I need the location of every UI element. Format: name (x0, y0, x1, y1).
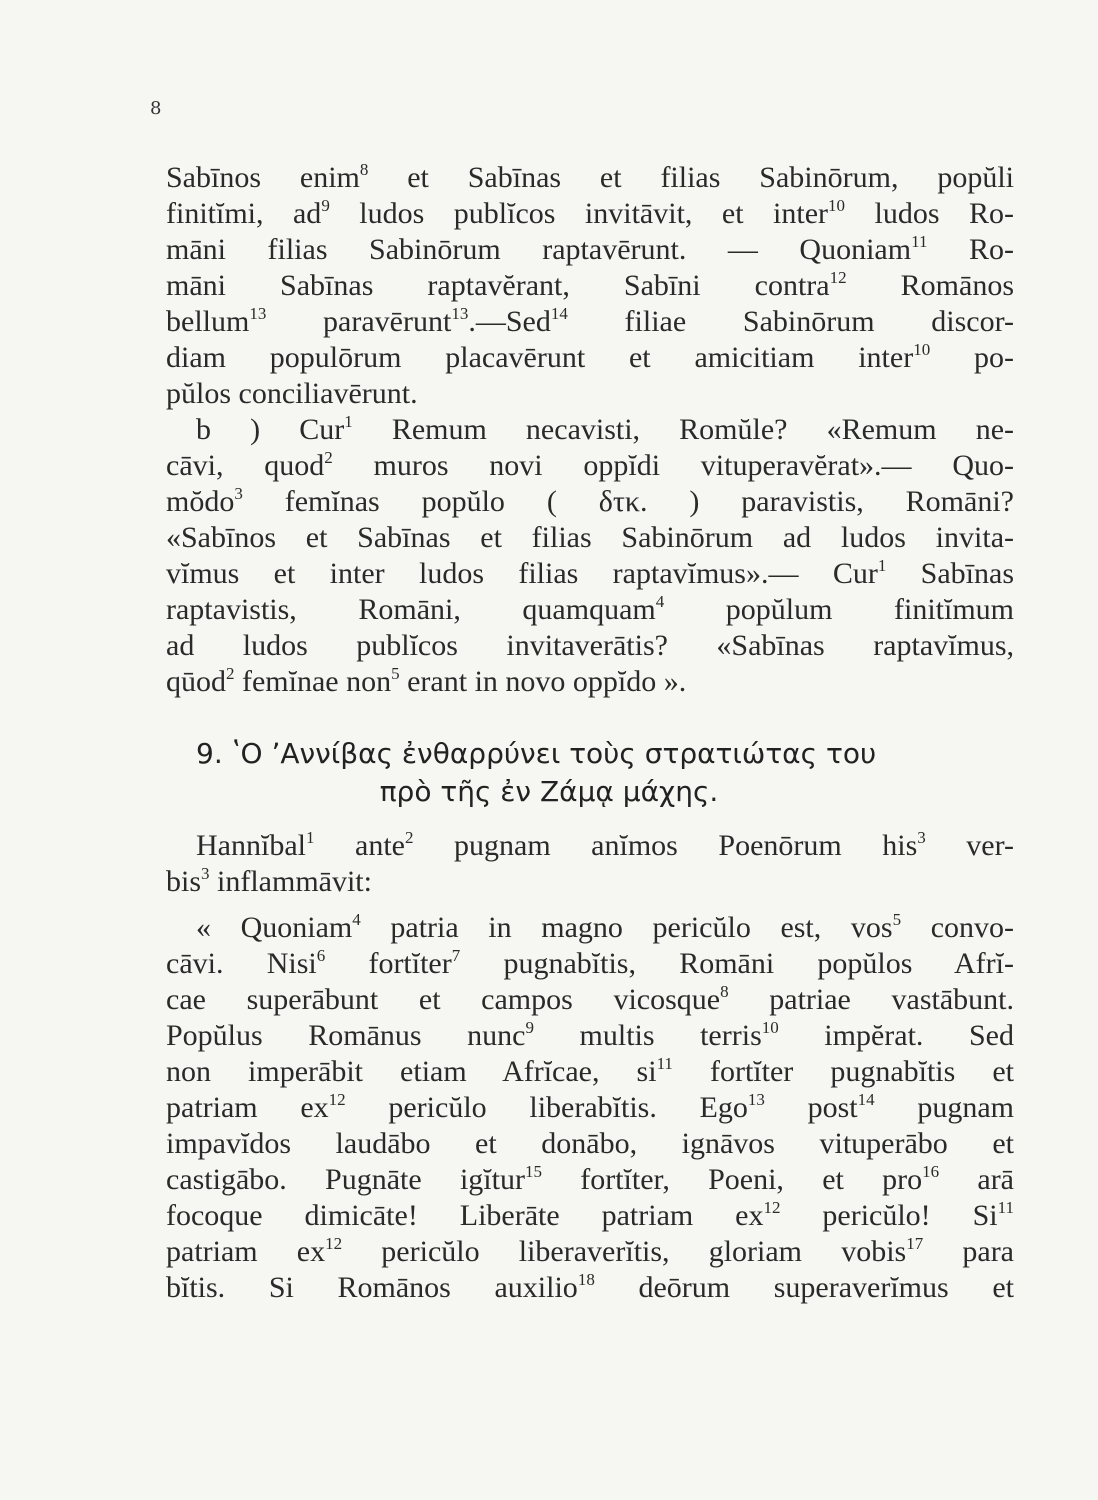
text-segment: ad ludos publĭcos invitaverātis? «Sabīnas raptavĭmus, (166, 629, 1014, 662)
text-segment: ver- (925, 829, 1014, 862)
footnote-marker: 13 (747, 1090, 765, 1109)
text-line (166, 628, 1014, 664)
text-segment: fortĭter pugnabĭtis et (672, 1055, 1015, 1088)
footnote-marker: 13 (451, 304, 469, 323)
footnote-marker: 3 (917, 828, 926, 847)
footnote-marker: 5 (391, 664, 400, 683)
text-segment: fortĭter (325, 947, 452, 980)
text-segment: vĭmus et inter ludos filias raptavĭmus».— Cur (166, 557, 878, 590)
footnote-marker: 2 (324, 448, 333, 467)
footnote-marker: 1 (344, 412, 353, 431)
text-segment: castigābo. Pugnāte igĭtur (166, 1163, 525, 1196)
text-segment: focoque dimicāte! Liberāte patriam ex (166, 1199, 764, 1232)
text-segment: b ) Cur (196, 413, 345, 446)
page-number: 8 (150, 98, 162, 119)
footnote-marker: 4 (655, 592, 665, 611)
text-segment: « Quoniam (196, 911, 353, 944)
text-line (166, 232, 1014, 268)
text-line (166, 1126, 1014, 1162)
text-segment: ante (314, 829, 405, 862)
text-segment: Romānos (846, 269, 1014, 302)
text-line (166, 864, 372, 900)
text-segment: bellum (166, 305, 250, 338)
text-line (196, 910, 1014, 946)
footnote-marker: 1 (877, 556, 887, 575)
text-segment: po- (930, 341, 1014, 374)
text-segment: pericŭlo liberaverĭtis, gloriam vobis (342, 1235, 907, 1268)
text-segment: māni filias Sabinōrum raptavērunt. — Quoniam (166, 233, 912, 266)
text-line (166, 1054, 1014, 1090)
footnote-marker: 2 (404, 828, 414, 847)
text-segment: erant in novo oppĭdo ». (399, 665, 687, 698)
text-segment: Popŭlus Romānus nunc (166, 1019, 526, 1052)
text-line (196, 828, 1014, 864)
text-line (166, 484, 1014, 520)
text-segment: pericŭlo! Si (780, 1199, 998, 1232)
footnote-marker: 11 (911, 232, 928, 251)
footnote-marker: 10 (913, 340, 931, 359)
footnote-marker: 12 (829, 268, 847, 287)
text-line (166, 160, 1014, 196)
text-line (166, 556, 1014, 592)
text-segment: pugnabĭtis, Romāni popŭlos Afrĭ- (460, 947, 1014, 980)
text-segment: finitĭmi, ad (166, 197, 322, 230)
text-segment: pericŭlo liberabĭtis. Ego (345, 1091, 748, 1124)
footnote-marker: 3 (234, 484, 243, 503)
text-line (166, 946, 1014, 982)
text-segment: filiae Sabinōrum discor- (567, 305, 1014, 338)
text-segment: pugnam anĭmos Poenōrum his (413, 829, 918, 862)
text-line (196, 412, 1014, 448)
text-segment: post (764, 1091, 858, 1124)
text-segment: femĭnas popŭlo ( δτκ. ) paravistis, Romāni? (242, 485, 1014, 518)
text-segment: cāvi. Nisi (166, 947, 317, 980)
text-segment: Sabīnas (886, 557, 1014, 590)
text-line (166, 196, 1014, 232)
section-heading: 9. ʽΟ ʼΑννίβας ἐνθαρρύνει τοὺς στρατιώτας του (196, 737, 877, 770)
text-line (166, 340, 1014, 376)
footnote-marker: 18 (577, 1270, 595, 1289)
text-line (166, 304, 1014, 340)
text-line (166, 268, 1014, 304)
footnote-marker: 5 (892, 910, 902, 929)
footnote-marker: 17 (906, 1234, 924, 1253)
text-segment: arā (939, 1163, 1014, 1196)
text-segment: «Sabīnos et Sabīnas et filias Sabinōrum ad ludos invita- (166, 521, 1014, 554)
footnote-marker: 1 (305, 828, 315, 847)
text-segment: patriam ex (166, 1091, 329, 1124)
footnote-marker: 7 (451, 946, 461, 965)
text-line (166, 1090, 1014, 1126)
text-segment: mŏdo (166, 485, 235, 518)
text-segment: deōrum superaverĭmus et (594, 1271, 1014, 1304)
text-segment: patria in magno pericŭlo est, vos (360, 911, 893, 944)
text-line (166, 376, 418, 412)
footnote-marker: 4 (352, 910, 361, 929)
text-line (166, 1018, 1014, 1054)
footnote-marker: 10 (761, 1018, 779, 1037)
text-line (166, 1270, 1014, 1306)
footnote-marker: 3 (201, 864, 210, 883)
text-line (166, 1234, 1014, 1270)
text-segment: diam populōrum placavērunt et amicitiam inter (166, 341, 914, 374)
footnote-marker: 15 (524, 1162, 542, 1181)
footnote-marker: 13 (249, 304, 267, 323)
text-segment: convo- (901, 911, 1015, 944)
footnote-marker: 11 (656, 1054, 673, 1073)
footnote-marker: 9 (321, 196, 330, 215)
footnote-marker: 14 (857, 1090, 875, 1109)
text-segment: māni Sabīnas raptavĕrant, Sabīni contra (166, 269, 830, 302)
text-segment: para (923, 1235, 1014, 1268)
text-segment: ludos publĭcos invitāvit, et inter (329, 197, 829, 230)
text-line (166, 448, 1014, 484)
text-segment: femĭnae non (234, 665, 392, 698)
text-segment: ludos Ro- (845, 197, 1014, 230)
text-line (166, 592, 1014, 628)
text-segment: impĕrat. Sed (778, 1019, 1014, 1052)
footnote-marker: 12 (328, 1090, 346, 1109)
text-segment: .—Sed (468, 305, 551, 338)
text-segment: patriam ex (166, 1235, 326, 1268)
footnote-marker: 16 (922, 1162, 940, 1181)
text-segment: cāvi, quod (166, 449, 325, 482)
footnote-marker: 9 (525, 1018, 534, 1037)
text-segment: multis terris (533, 1019, 762, 1052)
text-segment: paravērunt (266, 305, 452, 338)
text-segment: patriae vastābunt. (728, 983, 1014, 1016)
text-line (166, 982, 1014, 1018)
footnote-marker: 12 (763, 1198, 781, 1217)
text-segment: Remum necavisti, Romŭle? «Remum ne- (352, 413, 1014, 446)
text-segment: inflammāvit: (209, 865, 372, 898)
footnote-marker: 12 (325, 1234, 343, 1253)
text-segment: muros novi oppĭdi vituperavĕrat».— Quo- (332, 449, 1014, 482)
footnote-marker: 2 (226, 664, 235, 683)
text-line (166, 1198, 1014, 1234)
text-segment: pugnam (874, 1091, 1014, 1124)
footnote-marker: 6 (316, 946, 326, 965)
text-segment: bis (166, 865, 202, 898)
text-segment: pŭlos conciliavērunt. (166, 377, 418, 410)
text-segment: Sabīnos enim (166, 161, 360, 194)
text-line (166, 520, 1014, 556)
text-segment: fortĭter, Poeni, et pro (541, 1163, 923, 1196)
text-segment: impavĭdos laudābo et donābo, ignāvos vituperābo et (166, 1127, 1014, 1160)
footnote-marker: 11 (997, 1198, 1014, 1217)
text-segment: Ro- (927, 233, 1014, 266)
footnote-marker: 10 (828, 196, 846, 215)
text-segment: popŭlum finitĭmum (664, 593, 1014, 626)
text-line (166, 664, 686, 700)
text-segment: non imperābit etiam Afrĭcae, si (166, 1055, 657, 1088)
footnote-marker: 14 (550, 304, 568, 323)
section-subheading: πρὸ τῆς ἐν Ζάμᾳ μάχης. (379, 775, 719, 808)
footnote-marker: 8 (720, 982, 729, 1001)
text-segment: bĭtis. Si Romānos auxilio (166, 1271, 578, 1304)
text-segment: cae superābunt et campos vicosque (166, 983, 721, 1016)
text-segment: qūod (166, 665, 226, 698)
text-segment: Hannĭbal (196, 829, 306, 862)
text-segment: et Sabīnas et filias Sabinōrum, popŭli (368, 161, 1014, 194)
text-line (166, 1162, 1014, 1198)
text-segment: raptavistis, Romāni, quamquam (166, 593, 656, 626)
footnote-marker: 8 (359, 160, 369, 179)
